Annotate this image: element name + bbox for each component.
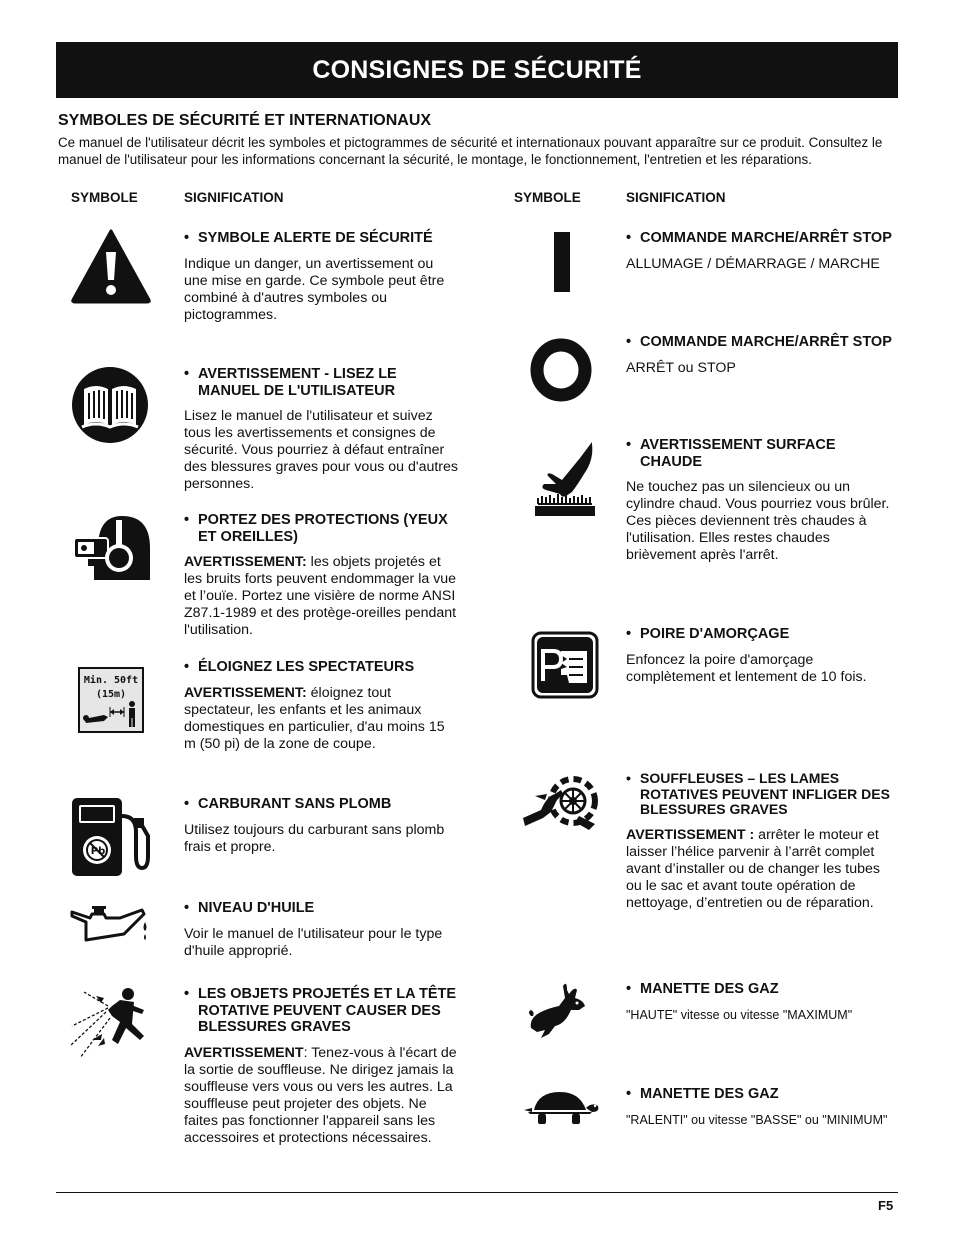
power-on-entry (626, 230, 898, 273)
thrown-objects-entry (184, 986, 459, 1147)
warning-lead: AVERTISSEMENT (184, 1044, 304, 1061)
entry-title: • ÉLOIGNEZ LES SPECTATEURS (184, 659, 459, 676)
section-intro: Ce manuel de l'utilisateur décrit les symboles et pictogrammes de sécurité et internationaux pouvant apparaître sur ce produit. Consultez le manuel de l'utilisateur pour les informations concernant la sécurité, le montage, le fonctionnement, l'entretien et les réparations. (58, 135, 883, 167)
entry-description: Voir le manuel de l'utilisateur pour le type d'huile approprié. (184, 925, 443, 959)
entry-title: • CARBURANT SANS PLOMB (184, 796, 459, 813)
footer-divider (56, 1192, 898, 1193)
power-on-icon (552, 232, 572, 292)
rotating-blades-icon (521, 768, 605, 834)
entry-title: • AVERTISSEMENT SURFACE CHAUDE (626, 437, 898, 470)
entry-description (626, 827, 898, 912)
warning-lead: AVERTISSEMENT: (184, 684, 307, 701)
page-banner (56, 42, 898, 98)
entry-description (184, 685, 459, 753)
turtle-slow-icon (520, 1086, 600, 1128)
warning-lead: AVERTISSEMENT: (184, 554, 307, 570)
primer-bulb-entry (626, 626, 898, 686)
warning-text: les objets projetés et les bruits forts peuvent endommager la vue et l’ouïe. Portez une visière de norme ANSI Z87.1-1989 et des protège-oreilles pendant l'utilisation. (184, 554, 457, 638)
entry-description: "RALENTI" ou vitesse "BASSE" ou "MINIMUM" (626, 1112, 888, 1127)
entry-description: "HAUTE" vitesse ou vitesse "MAXIMUM" (626, 1007, 853, 1022)
entry-description (184, 554, 459, 639)
entry-description: Indique un danger, un avertissement ou une mise en garde. Ce symbole peut être combiné à d'autres symboles ou pictogrammes. (184, 255, 445, 323)
entry-title: • MANETTE DES GAZ (626, 981, 898, 998)
throttle-fast-entry (626, 981, 898, 1023)
hot-surface-entry (626, 437, 898, 564)
entry-description: Enfoncez la poire d'amorçage complètement et lentement de 10 fois. (626, 651, 867, 685)
oil-level-entry (184, 900, 459, 960)
warning-text: éloignez tout spectateur, les enfants et les animaux domestiques en particulier, d'au moins 15 m (50 pi) de la zone de coupe. (184, 684, 445, 752)
hot-surface-icon (532, 440, 598, 520)
section-title: SYMBOLES DE SÉCURITÉ ET INTERNATIONAUX (58, 112, 432, 129)
throttle-slow-entry (626, 1086, 898, 1128)
warning-lead: AVERTISSEMENT : (626, 826, 755, 843)
rabbit-fast-icon (527, 982, 591, 1040)
entry-description (184, 1045, 459, 1147)
entry-description: Lisez le manuel de l'utilisateur et suivez tous les avertissements et consignes de sécurité. Vous pourriez à défaut entraîner des blessures graves pour vous ou d'autres personnes. (184, 408, 459, 492)
entry-description: Utilisez toujours du carburant sans plomb frais et propre. (184, 821, 445, 855)
right-symbol-header: SYMBOLE (514, 190, 581, 205)
entry-title: • AVERTISSEMENT - LISEZ LE MANUEL DE L'UTILISATEUR (184, 366, 459, 399)
distance-label: Min. 50ft (83, 675, 139, 686)
entry-title: • NIVEAU D'HUILE (184, 900, 459, 917)
page-number: F5 (878, 1198, 894, 1213)
oil-can-icon (68, 904, 152, 946)
page-title: CONSIGNES DE SÉCURITÉ (312, 55, 642, 84)
thrown-objects-icon (68, 986, 152, 1066)
read-manual-icon (70, 365, 150, 445)
entry-title: • COMMANDE MARCHE/ARRÊT STOP (626, 230, 898, 247)
entry-title: • SYMBOLE ALERTE DE SÉCURITÉ (184, 230, 459, 247)
entry-description: ARRÊT ou STOP (626, 359, 736, 376)
entry-title: • LES OBJETS PROJETÉS ET LA TÊTE ROTATIVE PEUVENT CAUSER DES BLESSURES GRAVES (184, 986, 459, 1036)
entry-title: • SOUFFLEUSES – LES LAMES ROTATIVES PEUVENT INFLIGER DES BLESSURES GRAVES (626, 771, 898, 818)
warning-text: : Tenez-vous à l'écart de la sortie de souffleuse. Ne dirigez jamais la souffleuse vers vous ou vers les autres. La souffleuse peut projeter des objets. Ne faites pas fonctionner l'appareil sans les accessoires et protections nécessaires. (184, 1044, 457, 1146)
keep-bystanders-away-entry (184, 659, 459, 753)
warning-text: arrêter le moteur et laisser l’hélice parvenir à l’arrêt complet avant d’installer ou de changer les tubes ou le sac et avant toute opération de nettoyage, d’entretien ou de réparation. (626, 826, 880, 911)
entry-description: Ne touchez pas un silencieux ou un cylindre chaud. Vous pourriez vous brûler. Ces pièces deviennent très chaudes à l'utilisation. Elles restes chaudes brièvement après l'arrêt. (626, 479, 890, 563)
entry-title: • POIRE D'AMORÇAGE (626, 626, 898, 643)
power-off-entry (626, 334, 898, 377)
unleaded-fuel-entry (184, 796, 459, 856)
entry-title: • MANETTE DES GAZ (626, 1086, 898, 1103)
distance-label-metric: (15m) (95, 689, 127, 700)
eye-ear-protection-icon (70, 514, 152, 582)
svg-text:Pb: Pb (90, 846, 106, 857)
keep-bystanders-away-icon (78, 667, 144, 733)
warning-triangle-icon (70, 228, 152, 304)
left-symbol-header: SYMBOLE (71, 190, 138, 205)
entry-description: ALLUMAGE / DÉMARRAGE / MARCHE (626, 255, 880, 272)
unleaded-fuel-icon (70, 796, 152, 878)
entry-title: • PORTEZ DES PROTECTIONS (YEUX ET OREILLES) (184, 512, 459, 545)
entry-title: • COMMANDE MARCHE/ARRÊT STOP (626, 334, 898, 351)
eye-ear-protection-entry (184, 512, 459, 639)
primer-bulb-icon (531, 631, 599, 699)
left-meaning-header: SIGNIFICATION (184, 190, 284, 205)
safety-alert-entry (184, 230, 459, 324)
read-manual-entry (184, 366, 459, 493)
right-meaning-header: SIGNIFICATION (626, 190, 726, 205)
rotating-blades-entry (626, 771, 898, 912)
power-off-icon (530, 338, 592, 402)
